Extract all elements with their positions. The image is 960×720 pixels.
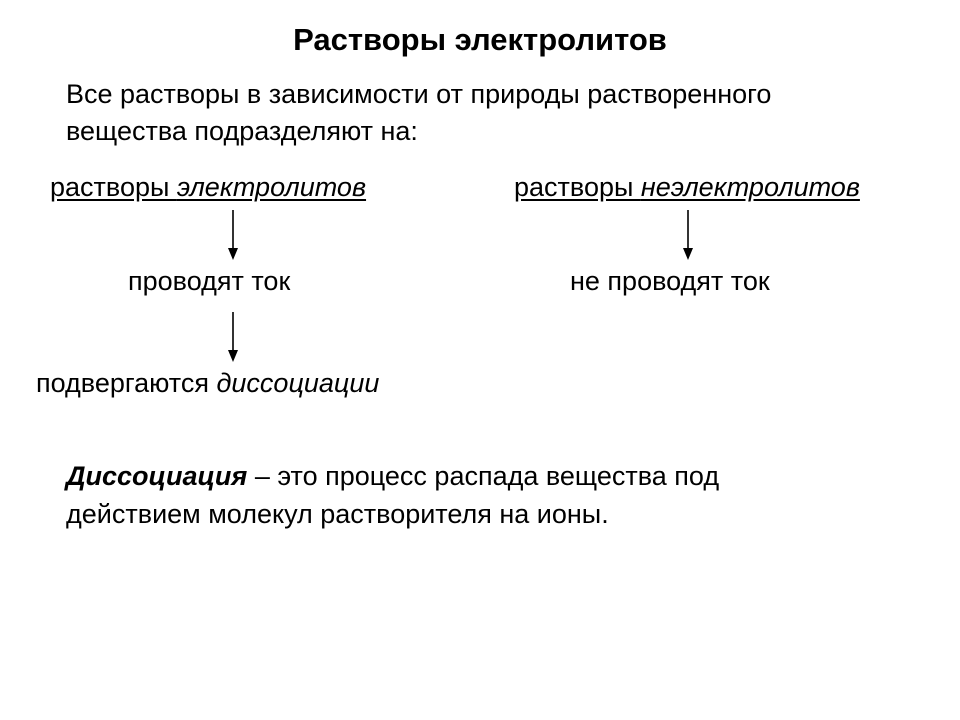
nonelectrolytes-term: неэлектролитов [640, 172, 860, 202]
slide-title: Растворы электролитов [293, 22, 667, 57]
conducts-current-label: проводят ток [128, 266, 291, 296]
no-current-label: не проводят ток [570, 266, 770, 296]
intro-line-1: Все растворы в зависимости от природы растворенного [66, 79, 772, 109]
definition-line-2: действием молекул растворителя на ионы. [66, 499, 609, 529]
nonelectrolytes-heading [514, 172, 860, 203]
arrow-down-icon [227, 210, 239, 260]
definition-term: Диссоциация [66, 461, 248, 491]
intro-line-2: вещества подразделяют на: [66, 116, 418, 146]
definition-line-1 [66, 457, 906, 495]
intro-text [66, 76, 926, 150]
nonelectrolytes-prefix: растворы [514, 172, 641, 202]
definition-text: – это процесс распада вещества под [247, 461, 720, 491]
dissociation-label [36, 368, 379, 399]
dissociation-prefix: подвергаются [36, 368, 217, 398]
dissociation-term: диссоциации [216, 368, 380, 398]
electrolytes-term: электролитов [176, 172, 367, 202]
electrolytes-prefix: растворы [50, 172, 177, 202]
dissociation-definition [66, 457, 906, 533]
arrow-down-icon [227, 312, 239, 362]
electrolytes-heading [50, 172, 366, 203]
arrow-down-icon [682, 210, 694, 260]
